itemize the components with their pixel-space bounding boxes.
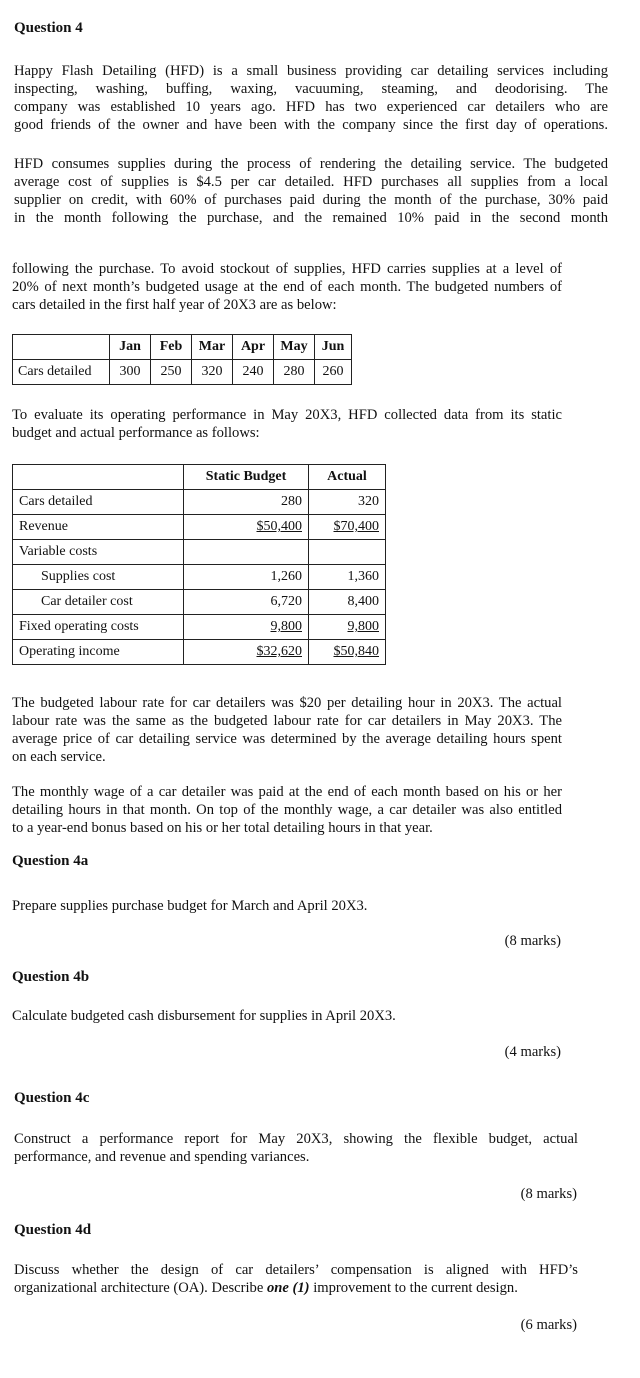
- text-line: 20% of next month’s budgeted usage at the end of each month. The budgeted numbers of: [12, 279, 562, 295]
- text-line: performance, and revenue and spending variances.: [14, 1149, 310, 1165]
- cell-value: 9,800: [347, 619, 379, 634]
- month-header: Feb: [151, 335, 192, 360]
- question-4a-marks: (8 marks): [504, 933, 561, 949]
- row-label: Revenue: [13, 515, 184, 540]
- table-cell: [184, 540, 309, 565]
- text-line: supplier on credit, with 60% of purchases paid during the month of the purchase, 30% paid: [14, 192, 608, 208]
- text-line: detailing hours in that month. On top of the monthly wage, a car detailer was also entitled: [12, 802, 562, 818]
- column-header-actual: Actual: [309, 465, 386, 490]
- text-line: To evaluate its operating performance in May 20X3, HFD collected data from its static: [12, 407, 562, 423]
- table-cell: [309, 540, 386, 565]
- table-row: [13, 615, 386, 640]
- table-row: [13, 565, 386, 590]
- table-header-row: [13, 465, 386, 490]
- text-line: cars detailed in the first half year of 20X3 are as below:: [12, 297, 337, 313]
- month-header: May: [274, 335, 315, 360]
- table-cell: 8,400: [309, 590, 386, 615]
- supplies-paragraph: [14, 155, 608, 227]
- table-cell: 1,260: [184, 565, 309, 590]
- question-4-heading: Question 4: [14, 20, 83, 36]
- text-line: The budgeted labour rate for car detailers was $20 per detailing hour in 20X3. The actual: [12, 695, 562, 711]
- question-4b-heading: Question 4b: [12, 969, 90, 985]
- table-cell: 320: [192, 360, 233, 385]
- text-line: in the month following the purchase, and the remained 10% paid in the second month: [14, 210, 608, 226]
- text-line: company was established 10 years ago. HFD has two experienced car detailers who are: [14, 99, 608, 115]
- table-cell: [309, 640, 386, 665]
- table-row: [13, 590, 386, 615]
- text-line: labour rate was the same as the budgeted labour rate for car detailers in May 20X3. The: [12, 713, 562, 729]
- emphasis-text: one (1): [266, 1280, 310, 1296]
- row-label: Fixed operating costs: [13, 615, 184, 640]
- text-line: Construct a performance report for May 20X3, showing the flexible budget, actual: [14, 1131, 578, 1147]
- text-line: budget and actual performance as follows:: [12, 425, 260, 441]
- table-cell: 250: [151, 360, 192, 385]
- table-cell: [184, 515, 309, 540]
- table-cell: 260: [315, 360, 352, 385]
- text-segment: improvement to the current design.: [309, 1280, 518, 1296]
- text-segment: organizational architecture (OA). Describe: [14, 1280, 267, 1296]
- cars-detailed-table: [12, 334, 352, 385]
- text-line: Discuss whether the design of car detailers’ compensation is aligned with HFD’s: [14, 1262, 578, 1278]
- table-header-row: [13, 335, 352, 360]
- table-cell: 320: [309, 490, 386, 515]
- question-4d-heading: Question 4d: [14, 1222, 92, 1238]
- month-header: Jan: [110, 335, 151, 360]
- question-4d-marks: (6 marks): [520, 1317, 577, 1333]
- cell-value: 9,800: [270, 619, 302, 634]
- table-corner-cell: [13, 465, 184, 490]
- intro-paragraph: [14, 62, 608, 134]
- question-4a-heading: Question 4a: [12, 853, 89, 869]
- labour-rate-paragraph: [12, 694, 562, 766]
- table-cell: [184, 640, 309, 665]
- table-cell: [184, 615, 309, 640]
- table-row: [13, 640, 386, 665]
- text-line: good friends of the owner and have been with the company since the first day of operations.: [14, 117, 608, 133]
- table-row: [13, 515, 386, 540]
- text-line: average price of car detailing service was determined by the average detailing hours spent: [12, 731, 562, 747]
- table-cell: 280: [184, 490, 309, 515]
- row-label: Cars detailed: [13, 360, 110, 385]
- cell-value: $50,840: [333, 644, 379, 659]
- question-4c-text: [14, 1130, 578, 1166]
- cell-value: $32,620: [256, 644, 302, 659]
- wage-paragraph: [12, 783, 562, 837]
- table-cell: [309, 515, 386, 540]
- question-4b-text: Calculate budgeted cash disbursement for supplies in April 20X3.: [12, 1008, 396, 1024]
- table-cell: 300: [110, 360, 151, 385]
- table-row: [13, 490, 386, 515]
- text-line: inspecting, washing, buffing, waxing, vacuuming, steaming, and deodorising. The: [14, 81, 608, 97]
- row-label: Car detailer cost: [13, 590, 184, 615]
- table-row: [13, 360, 352, 385]
- cell-value: $70,400: [333, 519, 379, 534]
- performance-table: [12, 464, 386, 665]
- question-4c-heading: Question 4c: [14, 1090, 90, 1106]
- stock-paragraph: [12, 260, 562, 314]
- table-cell: 280: [274, 360, 315, 385]
- table-cell: 1,360: [309, 565, 386, 590]
- table-cell: 240: [233, 360, 274, 385]
- row-label: Supplies cost: [13, 565, 184, 590]
- month-header: Mar: [192, 335, 233, 360]
- column-header-static-budget: Static Budget: [184, 465, 309, 490]
- text-line: [14, 1279, 578, 1297]
- text-line: following the purchase. To avoid stockout of supplies, HFD carries supplies at a level of: [12, 261, 562, 277]
- month-header: Jun: [315, 335, 352, 360]
- text-line: average cost of supplies is $4.5 per car detailed. HFD purchases all supplies from a local: [14, 174, 608, 190]
- table-cell: [309, 615, 386, 640]
- evaluation-paragraph: [12, 406, 562, 442]
- text-line: to a year-end bonus based on his or her total detailing hours in that year.: [12, 820, 433, 836]
- text-line: HFD consumes supplies during the process of rendering the detailing service. The budgeted: [14, 156, 608, 172]
- row-label: Operating income: [13, 640, 184, 665]
- question-4a-text: Prepare supplies purchase budget for March and April 20X3.: [12, 898, 368, 914]
- text-line: Happy Flash Detailing (HFD) is a small business providing car detailing services including: [14, 63, 608, 79]
- row-label: Cars detailed: [13, 490, 184, 515]
- row-label: Variable costs: [13, 540, 184, 565]
- question-4d-text: [14, 1261, 578, 1297]
- table-row: [13, 540, 386, 565]
- text-line: The monthly wage of a car detailer was paid at the end of each month based on his or her: [12, 784, 562, 800]
- month-header: Apr: [233, 335, 274, 360]
- text-line: on each service.: [12, 749, 106, 765]
- cell-value: $50,400: [256, 519, 302, 534]
- question-4b-marks: (4 marks): [504, 1044, 561, 1060]
- question-4c-marks: (8 marks): [520, 1186, 577, 1202]
- table-cell: 6,720: [184, 590, 309, 615]
- table-corner-cell: [13, 335, 110, 360]
